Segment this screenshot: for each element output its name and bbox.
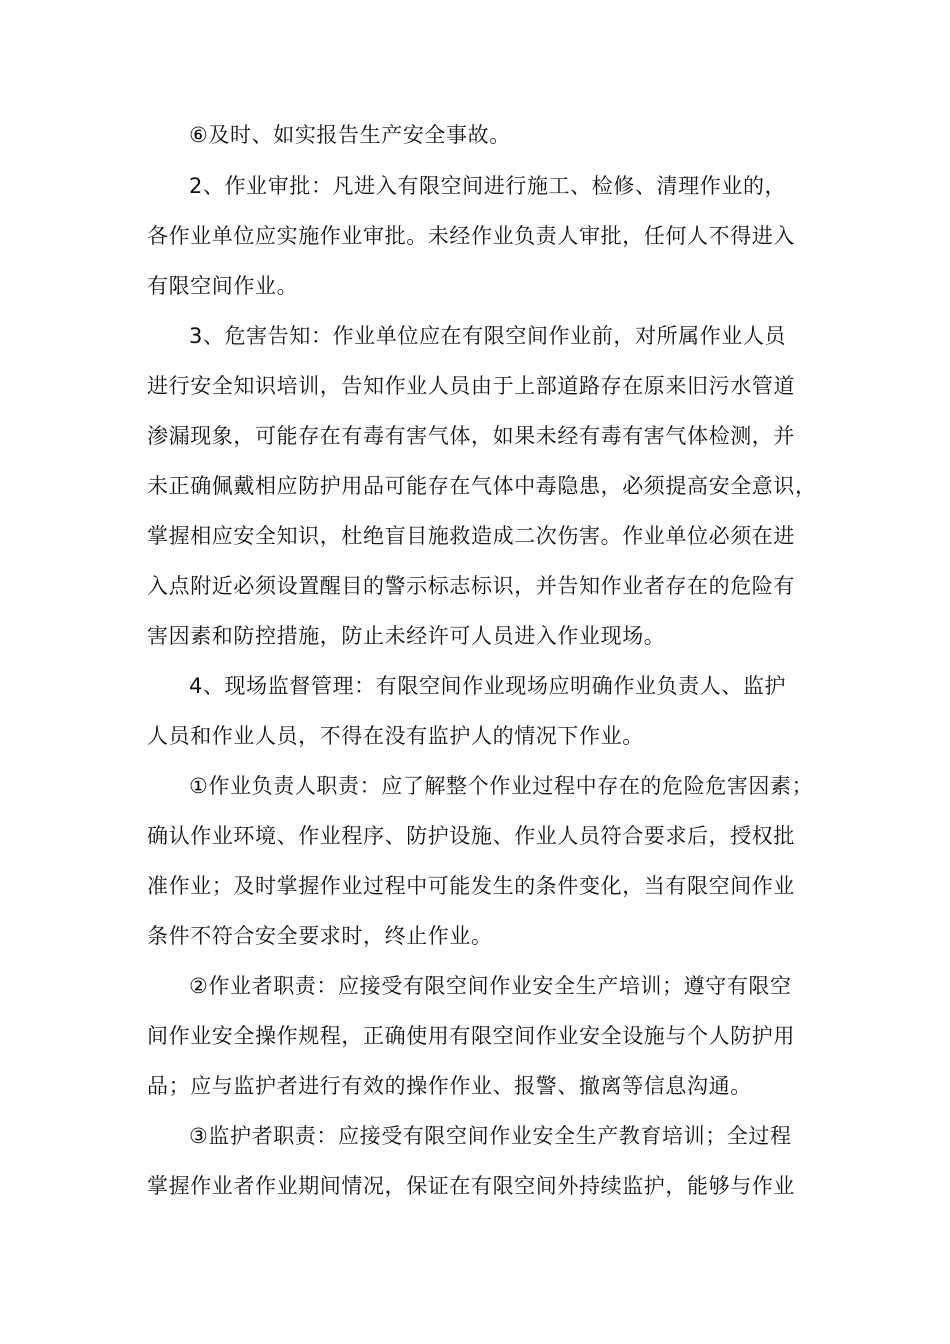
text-line: 有限空间作业。 bbox=[147, 274, 299, 298]
text-line: 4、现场监督管理：有限空间作业现场应明确作业负责人、监护 bbox=[189, 674, 787, 698]
text-line: 进行安全知识培训，告知作业人员由于上部道路存在原来旧污水管道 bbox=[147, 374, 795, 398]
text-line: ③监护者职责：应接受有限空间作业安全生产教育培训；全过程 bbox=[189, 1124, 792, 1148]
text-line: ⑥及时、如实报告生产安全事故。 bbox=[189, 123, 511, 147]
text-line: ②作业者职责：应接受有限空间作业安全生产培训；遵守有限空 bbox=[189, 974, 792, 998]
text-line: 品；应与监护者进行有效的操作作业、报警、撤离等信息沟通。 bbox=[147, 1074, 752, 1098]
text-line: 人员和作业人员，不得在没有监护人的情况下作业。 bbox=[147, 724, 644, 748]
text-line: 3、危害告知：作业单位应在有限空间作业前，对所属作业人员 bbox=[189, 324, 787, 348]
text-line: 入点附近必须设置醒目的警示标志标识，并告知作业者存在的危险有 bbox=[147, 574, 795, 598]
text-line: 2、作业审批：凡进入有限空间进行施工、检修、清理作业的， bbox=[189, 174, 787, 198]
text-line: 掌握作业者作业期间情况，保证在有限空间外持续监护，能够与作业 bbox=[147, 1174, 795, 1198]
text-line: 渗漏现象，可能存在有毒有害气体，如果未经有毒有害气体检测，并 bbox=[147, 424, 795, 448]
text-line: 未正确佩戴相应防护用品可能存在气体中毒隐患，必须提高安全意识， bbox=[147, 474, 817, 498]
text-line: 掌握相应安全知识，杜绝盲目施救造成二次伤害。作业单位必须在进 bbox=[147, 524, 795, 548]
text-line: 确认作业环境、作业程序、防护设施、作业人员符合要求后，授权批 bbox=[147, 824, 795, 848]
text-line: 害因素和防控措施，防止未经许可人员进入作业现场。 bbox=[147, 624, 666, 648]
text-line: 间作业安全操作规程，正确使用有限空间作业安全设施与个人防护用 bbox=[147, 1024, 795, 1048]
text-line: ①作业负责人职责：应了解整个作业过程中存在的危险危害因素； bbox=[189, 774, 814, 798]
text-line: 条件不符合安全要求时，终止作业。 bbox=[147, 924, 493, 948]
text-line: 各作业单位应实施作业审批。未经作业负责人审批，任何人不得进入 bbox=[147, 224, 795, 248]
text-line: 准作业；及时掌握作业过程中可能发生的条件变化，当有限空间作业 bbox=[147, 874, 795, 898]
